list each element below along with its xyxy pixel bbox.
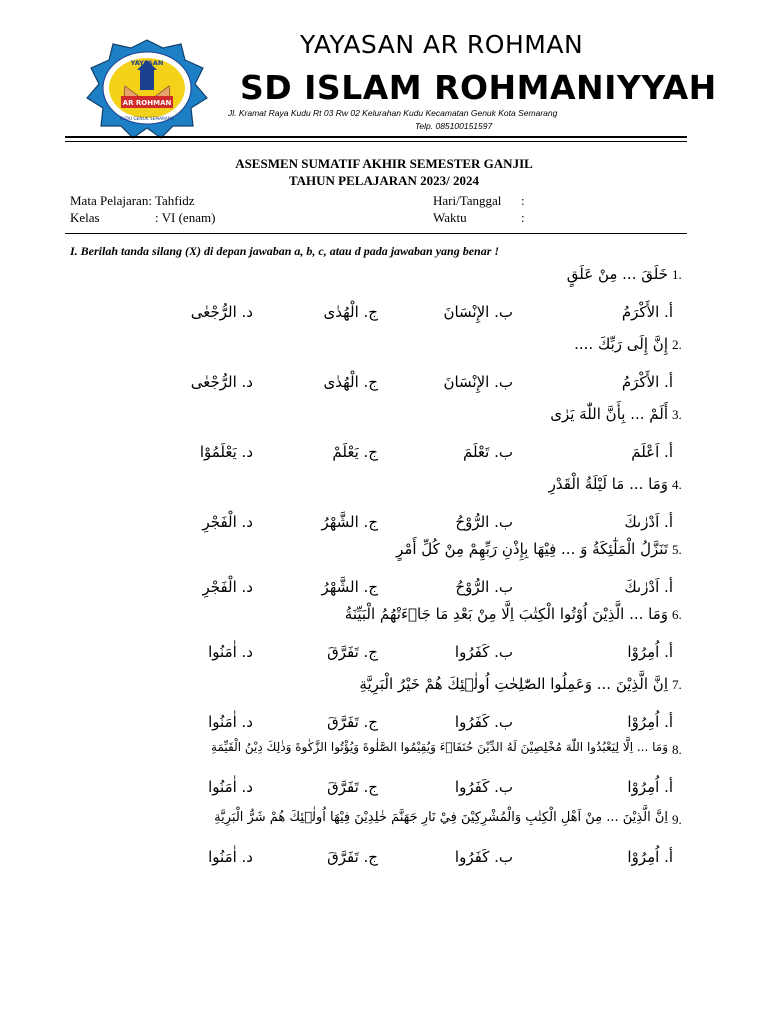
school-name: SD ISLAM ROHMANIYYAH bbox=[240, 68, 717, 107]
answer-option[interactable]: ب. كَفَرُوا bbox=[454, 778, 513, 796]
question-text: أَلَمْ ... بِأَنَّ اللّٰهَ يَرٰى bbox=[550, 405, 668, 423]
school-address: Jl. Kramat Raya Kudu Rt 03 Rw 02 Kelurahan Kudu Kecamatan Genuk Kota Semarang bbox=[228, 108, 558, 118]
answer-option[interactable]: أ. اُمِرُوْا bbox=[627, 778, 673, 796]
question-text: وَمَا ... اِلَّا لِيَعْبُدُوا اللّٰهَ مُخْلِصِيْنَ لَهُ الدِّيْنَ حُنَفَاۤءَ وَيُقِيْمُوا الصَّلٰوةَ وَيُؤْتُوا الزَّكٰوةَ وَذٰلِكَ دِيْنُ الْقَيِّمَةِ bbox=[211, 740, 668, 754]
question-number: 8. bbox=[672, 742, 682, 757]
question-text: إِنَّ إِلَى رَبِّكَ .... bbox=[574, 335, 668, 353]
answer-option[interactable]: ج. يَعْلَمْ bbox=[332, 443, 378, 461]
logo-top-text: YAYASAN bbox=[130, 59, 164, 67]
question-number: 4. bbox=[672, 477, 682, 492]
answer-option[interactable]: د. اٰمَنُوا bbox=[208, 643, 253, 661]
answer-option[interactable]: أ. اَعْلَمَ bbox=[631, 443, 673, 461]
question-number: 5. bbox=[672, 542, 682, 557]
answer-option[interactable]: ب. الإِنْسَانَ bbox=[443, 303, 513, 321]
answer-option[interactable]: أ. الأَكْرَمُ bbox=[621, 373, 673, 391]
answer-option[interactable]: د. اٰمَنُوا bbox=[208, 848, 253, 866]
answer-option[interactable]: ج. تَفَرَّقَ bbox=[327, 778, 378, 796]
answer-option[interactable]: د. يَعْلَمُوْا bbox=[199, 443, 253, 461]
class-value: : VI (enam) bbox=[155, 210, 216, 225]
school-phone: Telp. 085100151597 bbox=[415, 121, 493, 131]
answer-option[interactable]: أ. اُمِرُوْا bbox=[627, 713, 673, 731]
question-number: 9. bbox=[672, 812, 682, 827]
instruction: I. Berilah tanda silang (X) di depan jawaban a, b, c, atau d pada jawaban yang benar ! bbox=[70, 244, 500, 258]
answer-option[interactable]: أ. اَدْرٰىكَ bbox=[624, 578, 673, 596]
header-divider bbox=[65, 136, 687, 138]
answer-option[interactable]: ب. كَفَرُوا bbox=[454, 643, 513, 661]
question-text: تَنَزَّلُ الْمَلٰٓئِكَةُ وَ ... فِيْهَا بِإِذْنِ رَبِّهِمْ مِنْ كُلِّ أَمْرٍ bbox=[396, 540, 668, 558]
question-number: 3. bbox=[672, 407, 682, 422]
question-number: 6. bbox=[672, 607, 682, 622]
class-label: Kelas bbox=[70, 210, 100, 225]
answer-option[interactable]: د. الرُّجْعٰى bbox=[190, 373, 253, 391]
answer-option[interactable]: د. اٰمَنُوا bbox=[208, 713, 253, 731]
subject-label: Mata Pelajaran: Tahfidz bbox=[70, 193, 195, 208]
answer-option[interactable]: ج. الْهُدٰى bbox=[323, 373, 378, 391]
answer-option[interactable]: ج. تَفَرَّقَ bbox=[327, 713, 378, 731]
answer-option[interactable]: ب. كَفَرُوا bbox=[454, 848, 513, 866]
answer-option[interactable]: أ. الأَكْرَمُ bbox=[621, 303, 673, 321]
time-colon: : bbox=[521, 210, 525, 225]
question-text: اِنَّ الَّذِيْنَ ... وَعَمِلُوا الصّٰلِحٰتِ اُولٰۤئِكَ هُمْ خَيْرُ الْبَرِيَّةِ bbox=[359, 675, 668, 693]
question-text: وَمَا ... الَّذِيْنَ اُوْتُوا الْكِتٰبَ اِلَّا مِنْ بَعْدِ مَا جَاۤءَتْهُمُ الْبَيِّنَةُ bbox=[344, 605, 668, 623]
answer-option[interactable]: ب. تَعْلَمَ bbox=[462, 443, 513, 461]
logo-banner-text: AR ROHMAN bbox=[122, 99, 172, 107]
exam-title: ASESMEN SUMATIF AKHIR SEMESTER GANJIL bbox=[235, 156, 533, 171]
date-colon: : bbox=[521, 193, 525, 208]
time-label: Waktu bbox=[433, 210, 467, 225]
answer-option[interactable]: د. الْفَجْرِ bbox=[202, 513, 253, 531]
answer-option[interactable]: أ. اُمِرُوْا bbox=[627, 848, 673, 866]
school-logo bbox=[85, 38, 210, 140]
answer-option[interactable]: ج. الشَّهْرُ bbox=[321, 578, 378, 596]
header-divider-thin bbox=[65, 141, 687, 142]
answer-option[interactable]: ب. كَفَرُوا bbox=[454, 713, 513, 731]
answer-option[interactable]: ب. الرُّوْحُ bbox=[455, 513, 513, 531]
answer-option[interactable]: ب. الإِنْسَانَ bbox=[443, 373, 513, 391]
logo-bottom-text: KUDU GENUK SEMARANG bbox=[119, 117, 175, 122]
answer-option[interactable]: د. الْفَجْرِ bbox=[202, 578, 253, 596]
answer-option[interactable]: ج. الْهُدٰى bbox=[323, 303, 378, 321]
info-divider bbox=[65, 233, 687, 234]
answer-option[interactable]: ج. تَفَرَّقَ bbox=[327, 848, 378, 866]
answer-option[interactable]: أ. اَدْرٰىكَ bbox=[624, 513, 673, 531]
answer-option[interactable]: ج. تَفَرَّقَ bbox=[327, 643, 378, 661]
foundation-name: YAYASAN AR ROHMAN bbox=[300, 30, 584, 59]
answer-option[interactable]: أ. اُمِرُوْا bbox=[627, 643, 673, 661]
answer-option[interactable]: د. اٰمَنُوا bbox=[208, 778, 253, 796]
question-number: 7. bbox=[672, 677, 682, 692]
question-text: خَلَقَ ... مِنْ عَلَقٍ bbox=[566, 265, 668, 283]
answer-option[interactable]: د. الرُّجْعٰى bbox=[190, 303, 253, 321]
answer-option[interactable]: ج. الشَّهْرُ bbox=[321, 513, 378, 531]
exam-year: TAHUN PELAJARAN 2023/ 2024 bbox=[288, 173, 480, 188]
question-text: وَمَا ... مَا لَيْلَةُ الْقَدْرِ bbox=[548, 475, 668, 493]
question-number: 1. bbox=[672, 267, 682, 282]
question-text: اِنَّ الَّذِيْنَ ... مِنْ اَهْلِ الْكِتٰبِ وَالْمُشْرِكِيْنَ فِيْ نَارِ جَهَنَّمَ خٰلِدِيْنَ فِيْهَا اُولٰۤئِكَ هُمْ شَرُّ الْبَرِيَّةِ bbox=[214, 810, 668, 825]
question-number: 2. bbox=[672, 337, 682, 352]
answer-option[interactable]: ب. الرُّوْحُ bbox=[455, 578, 513, 596]
date-label: Hari/Tanggal bbox=[433, 193, 502, 208]
